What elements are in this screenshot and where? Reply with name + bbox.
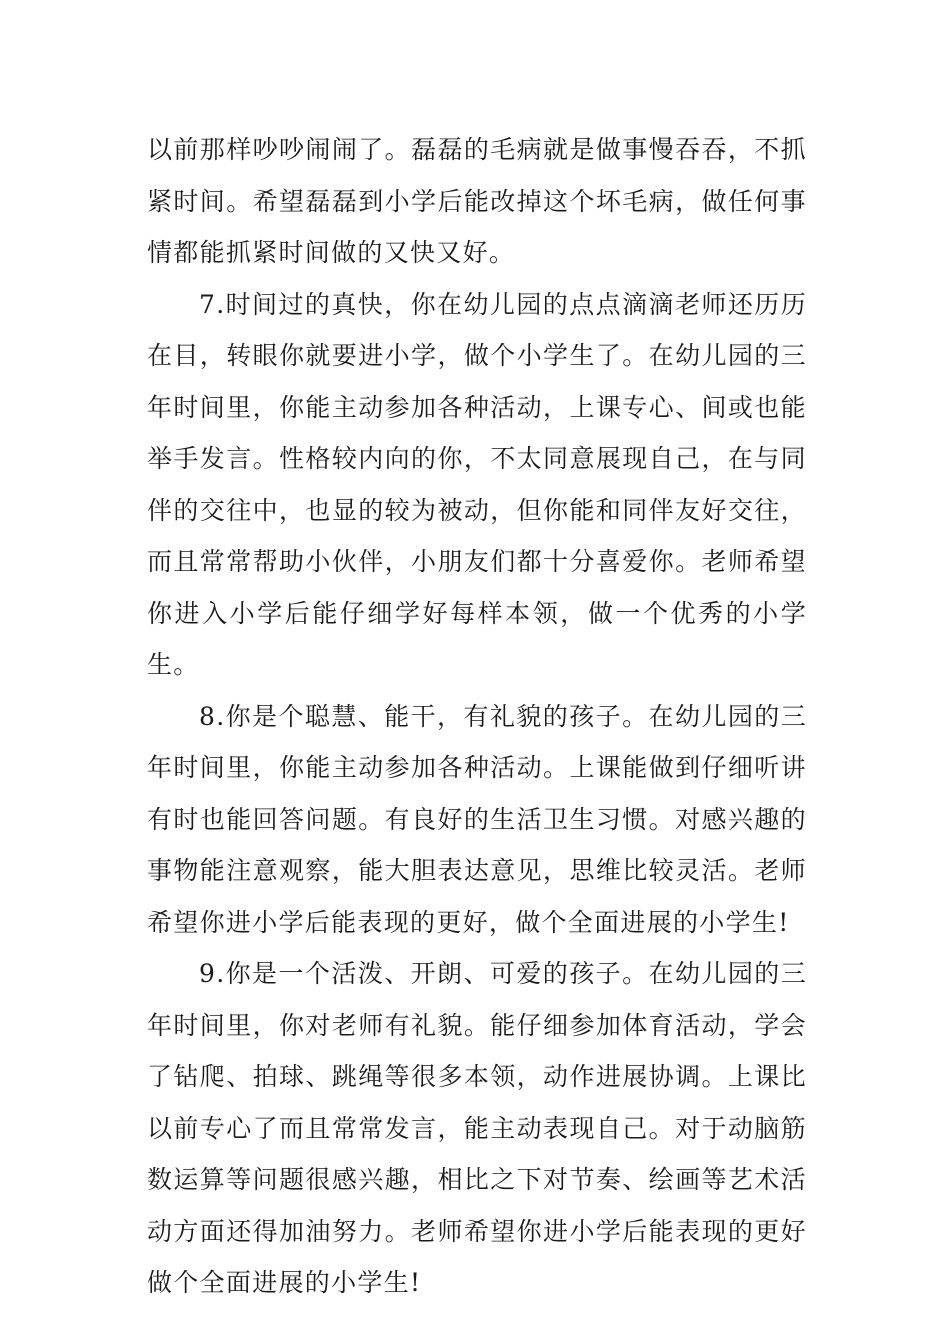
paragraph-continuation: 以前那样吵吵闹闹了。磊磊的毛病就是做事慢吞吞，不抓紧时间。希望磊磊到小学后能改掉这个坏毛病，做任何事情都能抓紧时间做的又快又好。 <box>147 135 807 267</box>
document-body <box>147 124 807 1309</box>
paragraph-item-7: 7.时间过的真快，你在幼儿园的点点滴滴老师还历历在目，转眼你就要进小学，做个小学生了。在幼儿园的三年时间里，你能主动参加各种活动，上课专心、间或也能举手发言。性格较内向的你，不太同意展现自己，在与同伴的交往中，也显的较为被动，但你能和同伴友好交往，而且常常帮助小伙伴，小朋友们都十分喜爱你。老师希望你进入小学后能仔细学好每样本领，做一个优秀的小学生。 <box>147 289 807 679</box>
paragraph-item-8: 8.你是个聪慧、能干，有礼貌的孩子。在幼儿园的三年时间里，你能主动参加各种活动。上课能做到仔细听讲有时也能回答问题。有良好的生活卫生习惯。对感兴趣的事物能注意观察，能大胆表达意见，思维比较灵活。老师希望你进小学后能表现的更好，做个全面进展的小学生! <box>147 701 807 937</box>
paragraph-item-9: 9.你是一个活泼、开朗、可爱的孩子。在幼儿园的三年时间里，你对老师有礼貌。能仔细参加体育活动，学会了钻爬、拍球、跳绳等很多本领，动作进展协调。上课比以前专心了而且常常发言，能主动表现自己。对于动脑筋数运算等问题很感兴趣，相比之下对节奏、绘画等艺术活动方面还得加油努力。老师希望你进小学后能表现的更好做个全面进展的小学生! <box>147 959 807 1297</box>
